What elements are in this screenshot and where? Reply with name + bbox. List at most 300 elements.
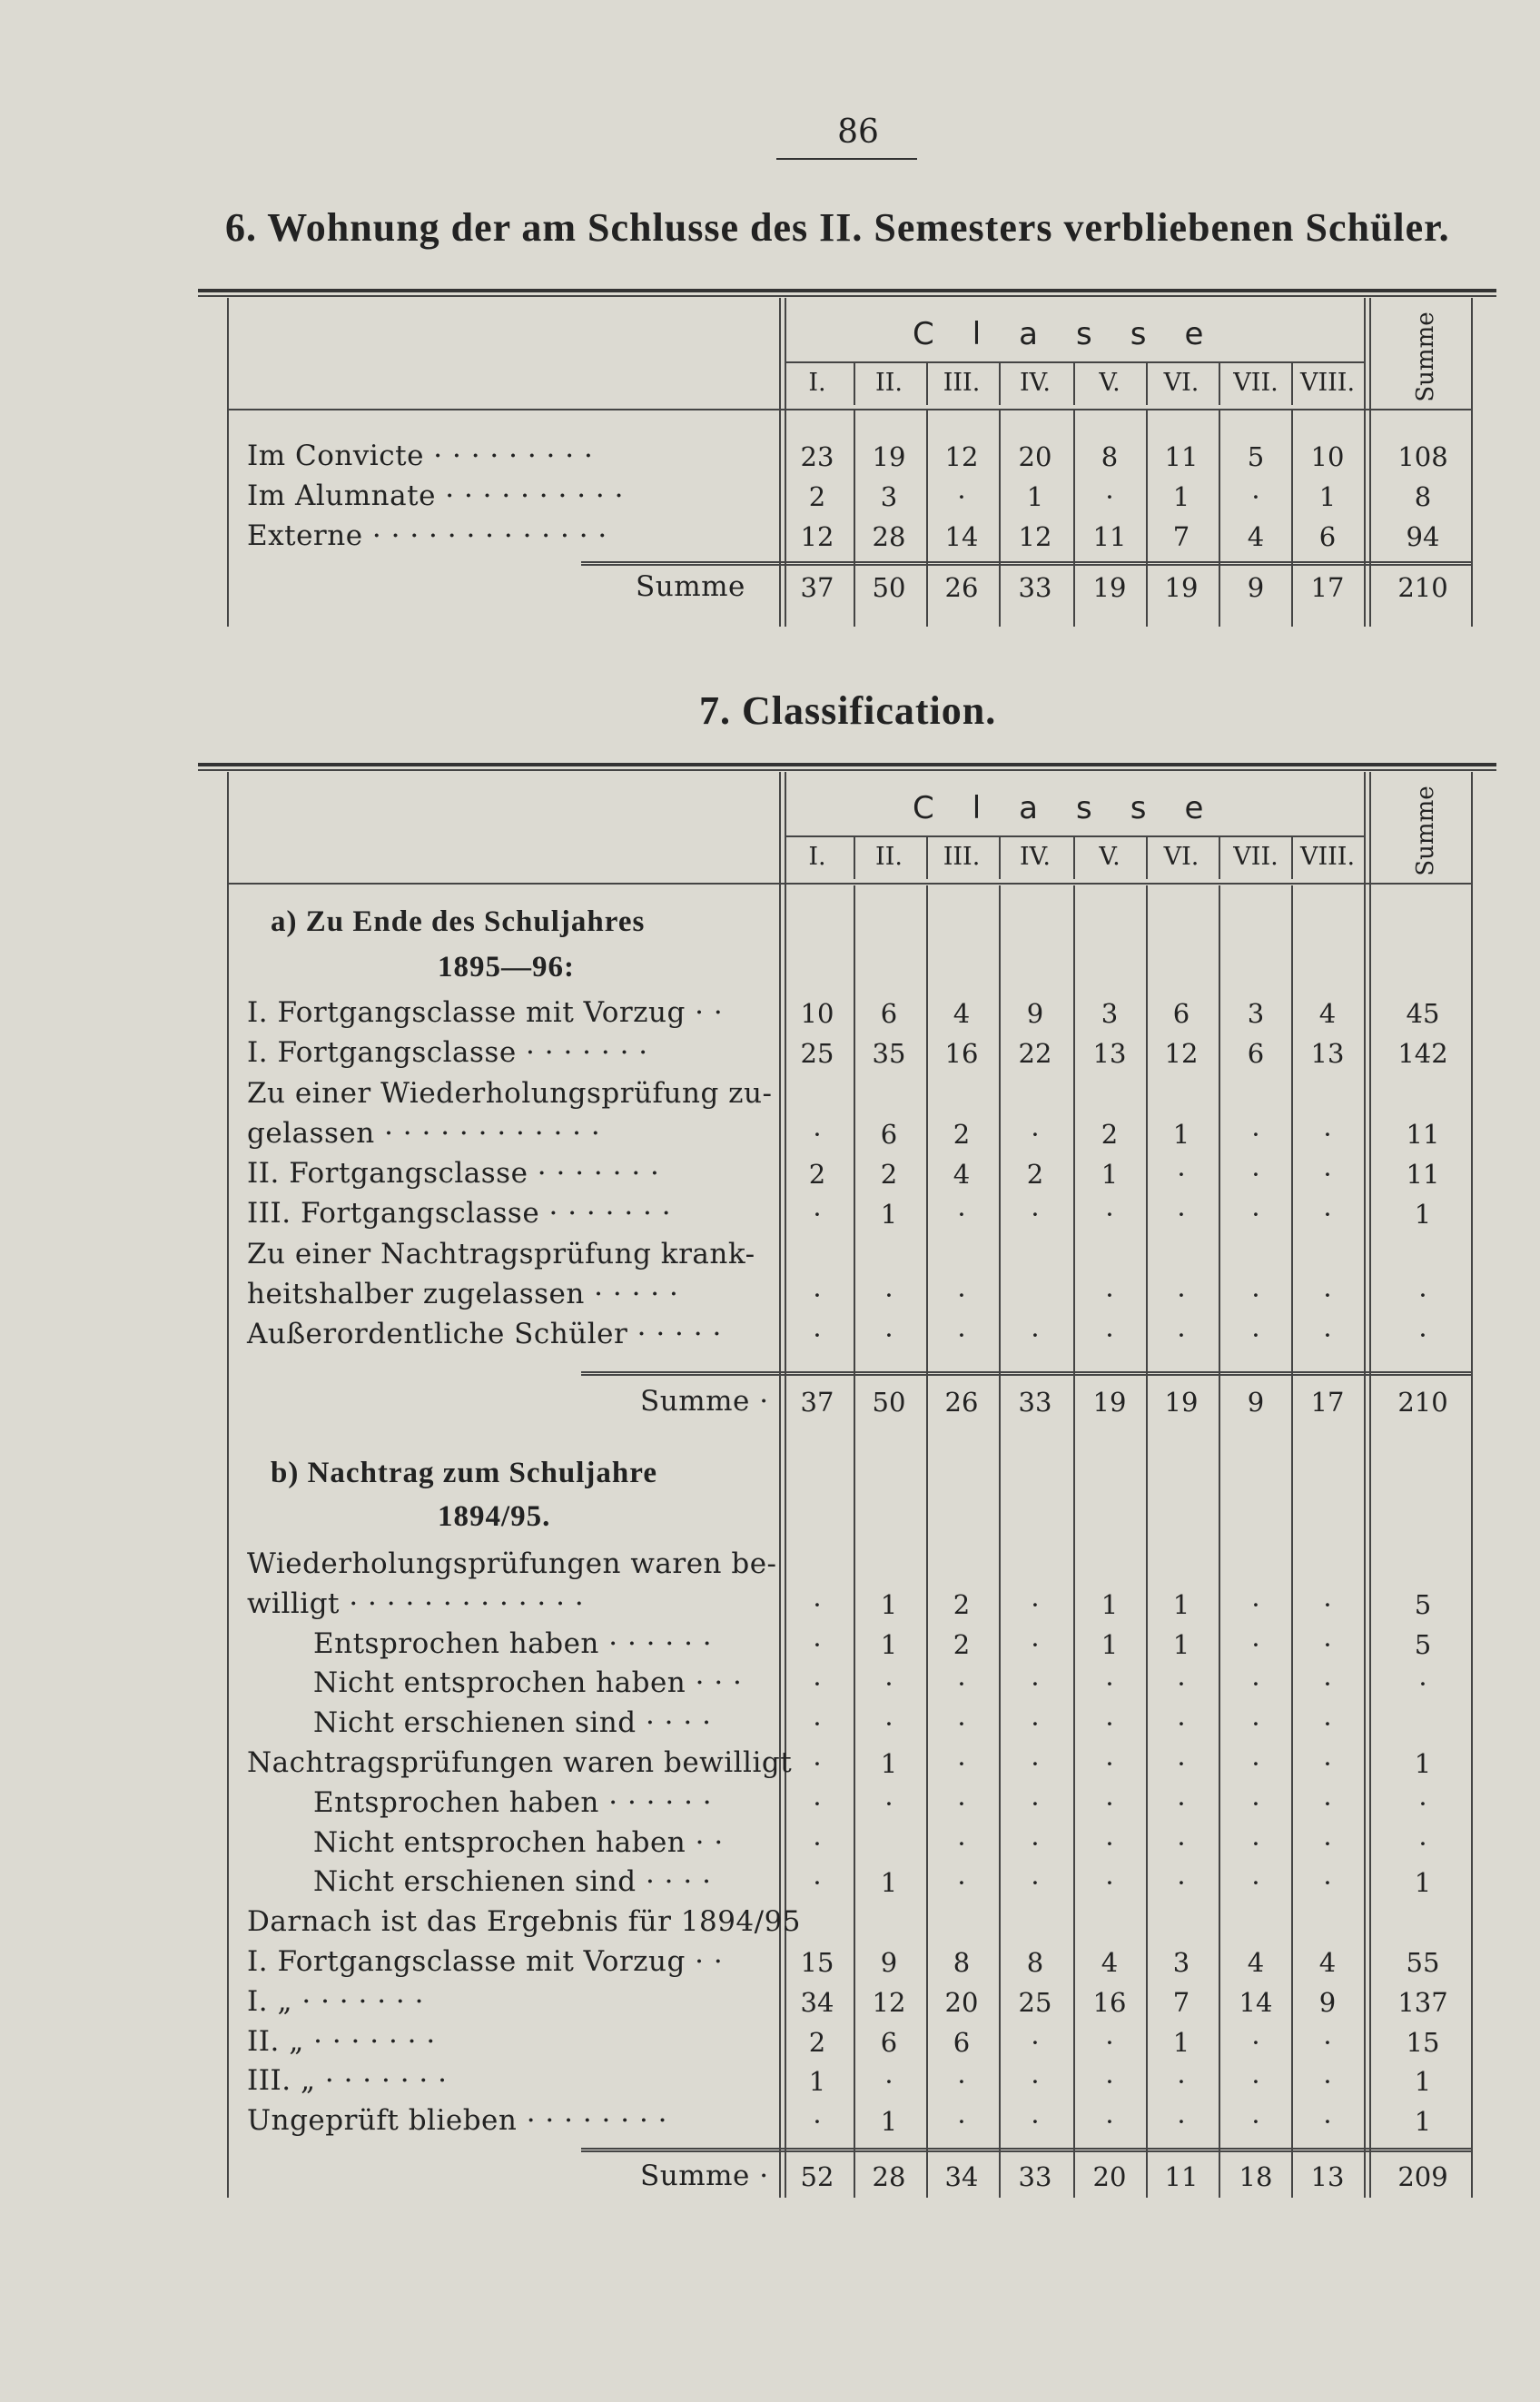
t7a-cell: · [813, 1320, 822, 1350]
t7b-cell: 7 [1172, 1987, 1190, 2018]
t7b-row-label: Ungeprüft blieben · · · · · · · · [247, 2104, 668, 2137]
t7b-cell: · [1251, 1589, 1260, 1620]
t7b-cell: · [1323, 1867, 1332, 1898]
t7b-cell: 25 [1018, 1987, 1052, 2018]
t6-cell: 14 [944, 521, 979, 552]
t6-total-cell: 17 [1310, 572, 1345, 603]
t7b-sum-rule2 [581, 2150, 1471, 2152]
t7b-cell: 16 [1092, 1987, 1127, 2018]
t6-top-rule2 [198, 295, 1496, 297]
t7b-cell: · [1323, 2106, 1332, 2137]
t6-summe-sep [1364, 298, 1366, 627]
t6-cell: 20 [1018, 441, 1052, 472]
t7b-row-label: Nachtragsprüfungen waren bewilligt [247, 1746, 793, 1779]
t7b-cell: · [1105, 1708, 1114, 1739]
t7b-row-label: Nicht entsprochen haben · · [313, 1826, 724, 1859]
t7b-cell: 2 [953, 1589, 971, 1620]
t6-col-header: VI. [1163, 369, 1199, 397]
t7b-row-label: Darnach ist das Ergebnis für 1894/95 [247, 1905, 802, 1938]
t7b-row-label: Nicht erschienen sind · · · · [313, 1865, 712, 1898]
t7a-cell: 13 [1310, 1038, 1345, 1069]
t7b-cell: 1 [1172, 1629, 1190, 1660]
t7a-cell: · [1031, 1320, 1040, 1350]
t7a-cell: · [1251, 1280, 1260, 1310]
t7a-cell: · [957, 1280, 966, 1310]
t7b-cell: · [813, 1708, 822, 1739]
t7b-total-cell: 18 [1239, 2161, 1273, 2192]
t7b-cell: · [1323, 1589, 1332, 1620]
t7b-total-cell: 52 [800, 2161, 834, 2192]
t7b-cell: 5 [1414, 1589, 1432, 1620]
t7-label-sep [779, 772, 781, 2198]
t6-right-border [1471, 298, 1473, 627]
t7a-sum-rule2 [581, 1374, 1471, 1376]
t7a-cell: 2 [1101, 1119, 1119, 1150]
t6-total-cell: 37 [800, 572, 834, 603]
t7b-cell: · [1105, 2066, 1114, 2097]
t7b-cell: 2 [808, 2027, 826, 2058]
t7a-total-label: Summe · [640, 1385, 769, 1418]
t7a-cell: 1 [1101, 1159, 1119, 1190]
t7a-cell: 3 [1101, 998, 1119, 1029]
t7b-heading2: 1894/95. [438, 1500, 551, 1533]
t7b-cell: · [1418, 1788, 1427, 1819]
t6-cell: 7 [1172, 521, 1190, 552]
t7-col-header-sep [1146, 837, 1148, 879]
t7b-cell: 1 [1414, 1867, 1432, 1898]
t7-col-header: VIII. [1299, 843, 1356, 871]
t6-sum-rule [581, 561, 1471, 563]
t7b-row-label: III. „ · · · · · · · [247, 2064, 448, 2097]
t7b-cell: 6 [953, 2027, 971, 2058]
t7a-cell: 3 [1247, 998, 1265, 1029]
t7b-cell: · [1251, 1748, 1260, 1779]
t7a-cell: 45 [1406, 998, 1440, 1029]
t6-cell: 8 [1101, 441, 1119, 472]
t7b-cell: 1 [880, 1629, 898, 1660]
t7b-cell: · [1323, 1708, 1332, 1739]
t7-col-header-sep [1219, 837, 1220, 879]
t7-col-header-sep [1073, 837, 1075, 879]
t7-top-rule2 [198, 769, 1496, 771]
t7b-cell: · [813, 1668, 822, 1699]
t7b-row-label: Entsprochen haben · · · · · · [313, 1786, 713, 1819]
t6-cell: 1 [1172, 481, 1190, 512]
t7-summe-sep [1364, 772, 1366, 2198]
t6-cell: 12 [1018, 521, 1052, 552]
t7b-cell: · [1105, 1828, 1114, 1859]
t6-col-header-sep [854, 363, 855, 405]
t7b-cell: 8 [1026, 1947, 1044, 1978]
t7b-cell: 3 [1172, 1947, 1190, 1978]
t7b-cell: · [957, 1867, 966, 1898]
t7b-cell: 12 [872, 1987, 906, 2018]
page-number: 86 [837, 114, 879, 151]
t7a-cell: 16 [944, 1038, 979, 1069]
t6-total-cell: 210 [1397, 572, 1448, 603]
t7a-cell: 22 [1018, 1038, 1052, 1069]
t7a-cell: · [1251, 1199, 1260, 1230]
t6-left-border [227, 298, 229, 627]
t6-total-label: Summe [636, 570, 745, 603]
t7b-cell: 1 [808, 2066, 826, 2097]
t7b-row-label: Nicht erschienen sind · · · · [313, 1706, 712, 1739]
t7b-cell: 2 [953, 1629, 971, 1660]
t7-col-header: V. [1099, 843, 1120, 871]
t7b-cell: · [813, 2106, 822, 2137]
t7a-row-label: III. Fortgangsclasse · · · · · · · [247, 1197, 672, 1230]
t6-col-header-sep [999, 363, 1001, 405]
t7b-cell: 1 [880, 1748, 898, 1779]
t7a-cell: · [813, 1199, 822, 1230]
t6-total-cell: 33 [1018, 572, 1052, 603]
t6-col-header: IV. [1019, 369, 1051, 397]
t6-total-cell: 19 [1164, 572, 1199, 603]
t7a-total-cell: 9 [1247, 1387, 1265, 1418]
t7a-cell: · [1105, 1320, 1114, 1350]
t6-total-cell: 9 [1247, 572, 1265, 603]
t6-total-cell: 26 [944, 572, 979, 603]
t7a-cell: 6 [880, 1119, 898, 1150]
t7a-total-cell: 210 [1397, 1387, 1448, 1418]
t7b-cell: 34 [800, 1987, 834, 2018]
t7a-cell: 13 [1092, 1038, 1127, 1069]
t6-col-header-sep [1291, 363, 1293, 405]
t7a-total-cell: 19 [1164, 1387, 1199, 1418]
t7-col-header-sep [1291, 837, 1293, 879]
t7b-cell: · [1105, 1668, 1114, 1699]
t7b-cell: · [1251, 1629, 1260, 1660]
t7a-row-label: II. Fortgangsclasse · · · · · · · [247, 1157, 660, 1190]
t7b-cell: 15 [1406, 2027, 1440, 2058]
t7b-cell: · [813, 1748, 822, 1779]
t6-header-rule [227, 409, 1471, 410]
t6-total-cell: 19 [1092, 572, 1127, 603]
t7b-row-label: II. „ · · · · · · · [247, 2025, 436, 2058]
t6-cell: 3 [880, 481, 898, 512]
t7a-row-label: Zu einer Wiederholungsprüfung zu- [247, 1077, 773, 1110]
t6-row-label: Im Alumnate · · · · · · · · · · [247, 479, 624, 512]
t7-col-header: II. [875, 843, 903, 871]
t7b-cell: · [1031, 1748, 1040, 1779]
t6-col-header: I. [808, 369, 826, 397]
t7a-cell: · [1323, 1119, 1332, 1150]
t7a-cell: 1 [1172, 1119, 1190, 1150]
t7b-cell: · [1251, 1867, 1260, 1898]
t6-cell: 94 [1406, 521, 1440, 552]
t7a-cell: · [1031, 1199, 1040, 1230]
t6-cell: 1 [1318, 481, 1337, 512]
t6-cell: 11 [1092, 521, 1127, 552]
t6-cell: 10 [1310, 441, 1345, 472]
t7b-cell: · [1031, 1828, 1040, 1859]
t7b-cell: · [1323, 1788, 1332, 1819]
t7-summe-sep2 [1369, 772, 1371, 2198]
t7a-cell: 35 [872, 1038, 906, 1069]
t7-col-header: III. [943, 843, 981, 871]
t7b-row-label: I. Fortgangsclasse mit Vorzug · · [247, 1945, 724, 1978]
t7b-cell: · [1031, 2066, 1040, 2097]
t7b-cell: 4 [1318, 1947, 1337, 1978]
t7b-total-cell: 13 [1310, 2161, 1345, 2192]
t7b-cell: · [1251, 1788, 1260, 1819]
t7b-cell: · [1177, 1788, 1186, 1819]
t7b-cell: 1 [1172, 2027, 1190, 2058]
t7a-sum-rule [581, 1371, 1471, 1373]
t7a-cell: · [957, 1199, 966, 1230]
t6-cell: 19 [872, 441, 906, 472]
t7b-total-cell: 34 [944, 2161, 979, 2192]
t6-col-header-sep [926, 363, 928, 405]
t7b-cell: · [957, 2106, 966, 2137]
t7b-total-cell: 20 [1092, 2161, 1127, 2192]
t7a-cell: · [1251, 1320, 1260, 1350]
t7a-cell: 11 [1406, 1159, 1440, 1190]
t6-klasse-label: Classe [913, 316, 1242, 352]
t7b-cell: · [957, 2066, 966, 2097]
t7-col-header: I. [808, 843, 826, 871]
t7a-cell: 9 [1026, 998, 1044, 1029]
t6-cell: · [1105, 481, 1114, 512]
t7a-cell: · [1323, 1320, 1332, 1350]
t7a-cell: 1 [880, 1199, 898, 1230]
t7b-cell: · [884, 1788, 893, 1819]
t7b-cell: · [1105, 1788, 1114, 1819]
t7b-cell: · [813, 1629, 822, 1660]
t6-col-header: VIII. [1299, 369, 1356, 397]
t7b-cell: · [1177, 1867, 1186, 1898]
t6-sum-rule2 [581, 564, 1471, 566]
t7b-cell: 1 [1172, 1589, 1190, 1620]
t7b-cell: · [813, 1788, 822, 1819]
t7b-cell: · [1031, 2027, 1040, 2058]
table7-title: 7. Classification. [699, 688, 997, 733]
t7b-cell: 1 [1414, 2106, 1432, 2137]
t7a-total-cell: 19 [1092, 1387, 1127, 1418]
t7a-cell: 6 [1247, 1038, 1265, 1069]
t7a-heading1: a) Zu Ende des Schuljahres [271, 905, 646, 938]
t7b-cell: · [1251, 2106, 1260, 2137]
t7a-cell: 12 [1164, 1038, 1199, 1069]
t7-col-header: VII. [1233, 843, 1278, 871]
t7b-cell: · [1251, 1668, 1260, 1699]
t7-col-header: VI. [1163, 843, 1199, 871]
t7a-cell: 2 [953, 1119, 971, 1150]
t7b-cell: · [884, 1708, 893, 1739]
t7a-cell: 6 [1172, 998, 1190, 1029]
t7a-row-label: Außerordentliche Schüler · · · · · [247, 1318, 722, 1350]
t7b-cell: 14 [1239, 1987, 1273, 2018]
t7b-cell: · [1031, 1867, 1040, 1898]
t7a-cell: · [1105, 1199, 1114, 1230]
t7-top-rule [198, 763, 1496, 766]
t7-col-header-sep [999, 837, 1001, 879]
t7a-cell: · [1177, 1199, 1186, 1230]
t7-left-border [227, 772, 229, 2198]
t7b-cell: · [1323, 1629, 1332, 1660]
t7a-cell: · [1418, 1320, 1427, 1350]
t7b-cell: 4 [1247, 1947, 1265, 1978]
t7b-cell: · [957, 1668, 966, 1699]
t7a-total-cell: 33 [1018, 1387, 1052, 1418]
t7b-cell: · [957, 1708, 966, 1739]
t7-col-header-sep [854, 837, 855, 879]
t7b-cell: 6 [880, 2027, 898, 2058]
t6-col-header: V. [1099, 369, 1120, 397]
t7b-cell: · [1323, 1668, 1332, 1699]
t7b-cell: · [957, 1828, 966, 1859]
t6-total-cell: 50 [872, 572, 906, 603]
t7b-cell: · [1418, 1828, 1427, 1859]
t7a-cell: 4 [953, 998, 971, 1029]
t7b-cell: 1 [1414, 2066, 1432, 2097]
t7b-cell: · [957, 1748, 966, 1779]
t7-header-rule [227, 883, 1471, 885]
t7b-cell: 4 [1101, 1947, 1119, 1978]
t7b-cell: · [1105, 2027, 1114, 2058]
t7a-total-cell: 17 [1310, 1387, 1345, 1418]
t7b-cell: · [1251, 2066, 1260, 2097]
t7b-row-label: Entsprochen haben · · · · · · [313, 1627, 713, 1660]
t6-row-label: Im Convicte · · · · · · · · · [247, 440, 594, 472]
t7a-cell: · [1251, 1119, 1260, 1150]
t7a-cell: 11 [1406, 1119, 1440, 1150]
t6-row-label: Externe · · · · · · · · · · · · · [247, 519, 607, 552]
t7b-cell: · [1105, 2106, 1114, 2137]
t7b-cell: 20 [944, 1987, 979, 2018]
t7b-cell: 9 [1318, 1987, 1337, 2018]
page-number-rule [776, 158, 917, 160]
t7b-cell: 1 [1101, 1589, 1119, 1620]
t6-cell: 28 [872, 521, 906, 552]
t7a-cell: · [813, 1119, 822, 1150]
t7a-cell: · [1177, 1320, 1186, 1350]
t7b-row-label: willigt · · · · · · · · · · · · · [247, 1587, 585, 1620]
t7a-cell: 25 [800, 1038, 834, 1069]
t7-right-border [1471, 772, 1473, 2198]
t7a-cell: · [1418, 1280, 1427, 1310]
t7b-sum-rule [581, 2148, 1471, 2150]
t7a-total-cell: 37 [800, 1387, 834, 1418]
t7a-cell: 142 [1397, 1038, 1448, 1069]
t7b-cell: · [1031, 1708, 1040, 1739]
t7b-cell: · [1031, 2106, 1040, 2137]
t7a-cell: 4 [1318, 998, 1337, 1029]
t7b-cell: · [813, 1828, 822, 1859]
t6-cell: 108 [1397, 441, 1448, 472]
t7b-cell: · [813, 1589, 822, 1620]
t7b-cell: · [957, 1788, 966, 1819]
t7a-cell: · [884, 1280, 893, 1310]
t7b-cell: · [1105, 1867, 1114, 1898]
t7a-cell: 2 [880, 1159, 898, 1190]
t6-cell: 4 [1247, 521, 1265, 552]
t6-cell: 12 [800, 521, 834, 552]
t6-summe-label: Summe [1412, 311, 1439, 402]
t7b-cell: · [1105, 1748, 1114, 1779]
t7b-total-cell: 28 [872, 2161, 906, 2192]
t7b-total-cell: 33 [1018, 2161, 1052, 2192]
t7b-cell: 1 [1101, 1629, 1119, 1660]
t6-cell: 11 [1164, 441, 1199, 472]
t7b-cell: 8 [953, 1947, 971, 1978]
t7b-total-cell: 11 [1164, 2161, 1199, 2192]
t7b-cell: · [1031, 1589, 1040, 1620]
t7a-cell: · [1177, 1280, 1186, 1310]
t6-cell: 5 [1247, 441, 1265, 472]
t7b-row-label: Wiederholungsprüfungen waren be- [247, 1547, 777, 1580]
t7b-cell: · [1177, 1708, 1186, 1739]
t7b-heading1: b) Nachtrag zum Schuljahre [271, 1457, 657, 1489]
t7b-cell: · [884, 2066, 893, 2097]
t6-cell: 6 [1318, 521, 1337, 552]
t7a-cell: 1 [1414, 1199, 1432, 1230]
t7b-cell: · [1418, 1668, 1427, 1699]
t7a-cell: 4 [953, 1159, 971, 1190]
t7b-cell: · [1177, 1668, 1186, 1699]
t6-cell: 12 [944, 441, 979, 472]
t7b-cell: 15 [800, 1947, 834, 1978]
t6-col-header-sep [1219, 363, 1220, 405]
t7b-total-label: Summe · [640, 2160, 769, 2192]
t7b-cell: 137 [1397, 1987, 1448, 2018]
t7a-total-cell: 50 [872, 1387, 906, 1418]
t7b-cell: · [1323, 2066, 1332, 2097]
t7-klasse-label: Classe [913, 790, 1242, 826]
t7b-cell: · [1323, 1748, 1332, 1779]
t7b-cell: 9 [880, 1947, 898, 1978]
t7b-cell: 1 [1414, 1748, 1432, 1779]
t7b-cell: · [1177, 1748, 1186, 1779]
t7b-total-cell: 209 [1397, 2161, 1448, 2192]
t7a-row-label: Zu einer Nachtragsprüfung krank- [247, 1238, 755, 1270]
t7b-cell: · [1177, 1828, 1186, 1859]
t7b-cell: 55 [1406, 1947, 1440, 1978]
t7a-cell: · [813, 1280, 822, 1310]
t6-cell: 23 [800, 441, 834, 472]
t6-cell: 2 [808, 481, 826, 512]
t7b-cell: · [1323, 2027, 1332, 2058]
t7b-cell: 5 [1414, 1629, 1432, 1660]
t7a-cell: · [884, 1320, 893, 1350]
t6-cell: 1 [1026, 481, 1044, 512]
t6-top-rule [198, 289, 1496, 292]
t6-cell: · [1251, 481, 1260, 512]
t7b-cell: · [1251, 1708, 1260, 1739]
t7a-cell: · [1323, 1280, 1332, 1310]
t7b-row-label: I. „ · · · · · · · [247, 1985, 424, 2018]
t7b-cell: · [1031, 1668, 1040, 1699]
t7b-cell: · [1031, 1629, 1040, 1660]
t6-col-header: VII. [1233, 369, 1278, 397]
t7a-heading2: 1895—96: [438, 951, 575, 984]
t7b-cell: · [1251, 2027, 1260, 2058]
t7a-row-label: I. Fortgangsclasse · · · · · · · [247, 1036, 648, 1069]
t7-col-header: IV. [1019, 843, 1051, 871]
t7a-cell: · [957, 1320, 966, 1350]
t7b-cell: · [1031, 1788, 1040, 1819]
table6-title: 6. Wohnung der am Schlusse des II. Semesters verbliebenen Schüler. [225, 205, 1450, 250]
t7a-total-cell: 26 [944, 1387, 979, 1418]
t7a-row-label: gelassen · · · · · · · · · · · · [247, 1117, 601, 1150]
t6-col-header-sep [1146, 363, 1148, 405]
t6-col-header: II. [875, 369, 903, 397]
t7a-cell: 2 [808, 1159, 826, 1190]
t6-cell: 8 [1414, 481, 1432, 512]
t7b-cell: 1 [880, 1867, 898, 1898]
t7b-cell: · [884, 1668, 893, 1699]
t7b-cell: 1 [880, 2106, 898, 2137]
